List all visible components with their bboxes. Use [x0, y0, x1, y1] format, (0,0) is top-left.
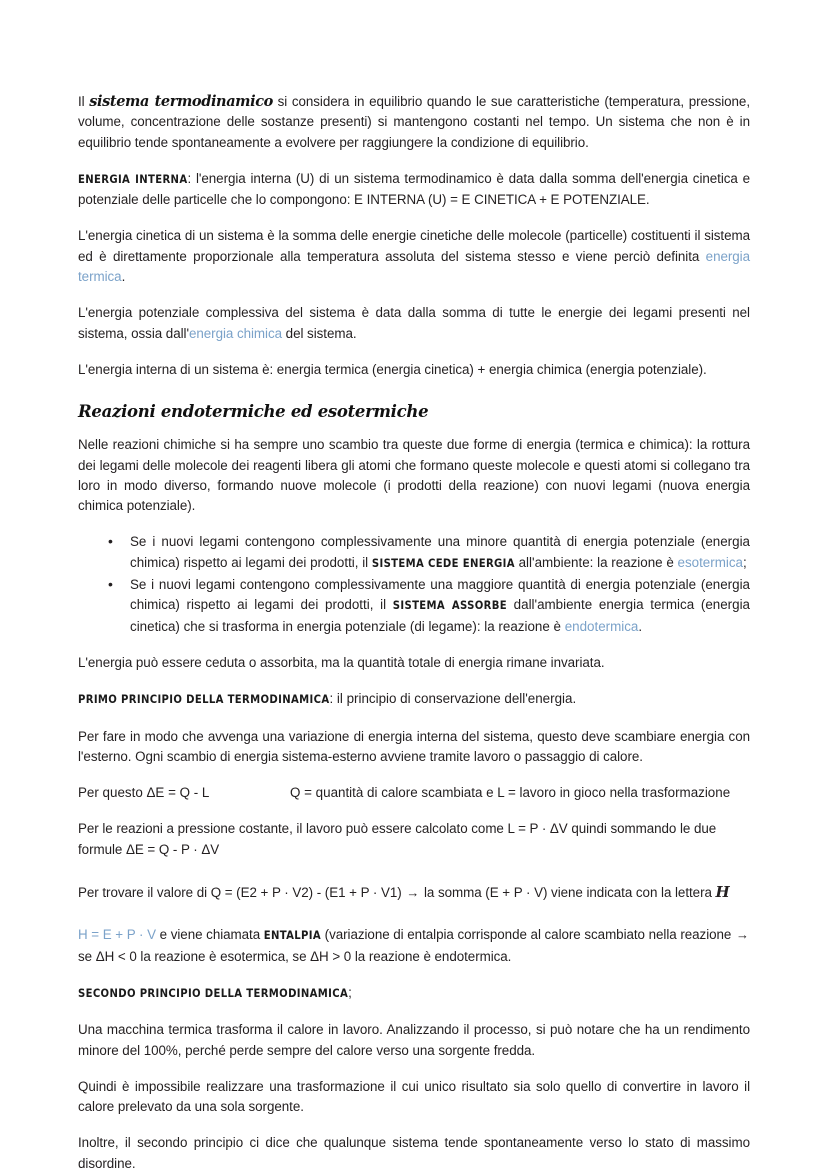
entalpia-mid: e viene chiamata	[156, 927, 264, 943]
paragraph-energia-potenziale	[78, 303, 750, 344]
energia-interna-body: : l'energia interna (U) di un sistema termodinamico è data dalla somma dell'energia cinetica e potenziale delle particelle che lo compongono: E INTERNA (U) = E CINETICA + E POTENZIALE.	[78, 170, 750, 208]
bullet-1-caps: SISTEMA ASSORBE	[392, 599, 507, 613]
valore-q-after: la somma (E + P · V) viene indicata con la lettera	[420, 885, 716, 901]
energia-cinetica-before: L'energia cinetica di un sistema è la somma delle energie cinetiche delle molecole (particelle) costituenti il sistema ed è direttamente proporzionale alla temperatura assoluta del sistema stesso e viene perciò definita	[78, 228, 750, 264]
paragraph-macchina-termica: Una macchina termica trasforma il calore in lavoro. Analizzando il processo, si può notare che ha un rendimento minore del 100%, perché perde sempre del calore verso una sorgente fredda.	[78, 1022, 750, 1058]
paragraph-reazioni-intro: Nelle reazioni chimiche si ha sempre uno scambio tra queste due forme di energia (termica e chimica): la rottura dei legami delle molecole dei reagenti libera gli atomi che formano queste molecole e questi atomi si collegano tra loro in modo diverso, formando nuove molecole (i prodotti della reazione) con nuovi legami (nuova energia chimica potenziale).	[78, 437, 750, 514]
energia-potenziale-before: L'energia potenziale complessiva del sistema è data dalla somma di tutte le energie dei legami presenti nel sistema, ossia dall'	[78, 305, 750, 341]
label-entalpia: ENTALPIA	[263, 929, 321, 943]
intro-body-text: si considera in equilibrio quando le sue caratteristiche (temperatura, pressione, volume, concentrazione delle sostanze presenti) si mantengono costanti nel tempo. Un sistema che non è in equilibrio tende spontaneamente a evolvere per raggiungere la condizione di equilibrio.	[78, 94, 750, 150]
paragraph-primo-principio	[78, 689, 750, 710]
bullet-1-part1: Se i nuovi legami contengono complessivamente una maggiore quantità di energia potenziale (energia chimica) rispetto ai legami dei prodotti, il	[130, 577, 750, 613]
bullet-0-caps: SISTEMA CEDE ENERGIA	[371, 556, 515, 570]
paragraph-intro	[78, 92, 750, 153]
document-content	[78, 92, 750, 1171]
paragraph-pressione-costante: Per le reazioni a pressione costante, il lavoro può essere calcolato come L = P · ΔV quindi sommando le due formule ΔE = Q - P · ΔV	[78, 821, 717, 857]
term-endotermica: endotermica	[564, 618, 639, 634]
bullet-0-part2: all'ambiente: la reazione è	[514, 554, 678, 570]
bullet-1-part3: .	[638, 618, 643, 634]
paragraph-trasformazione-impossibile: Quindi è impossibile realizzare una trasformazione il cui unico risultato sia solo quello di convertire in lavoro il calore prelevato da una sola sorgente.	[78, 1078, 750, 1115]
energia-cinetica-after: .	[121, 269, 126, 285]
bullet-1-part2: dall'ambiente energia termica (energia cinetica) che si trasforma in energia potenziale (di legame): la reazione è	[130, 597, 750, 634]
formula-lhs: Per questo ΔE = Q - L	[78, 785, 210, 801]
paragraph-entalpia	[78, 925, 750, 967]
entalpia-body-after: se ΔH < 0 la reazione è esotermica, se ΔH > 0 la reazione è endotermica.	[78, 948, 512, 964]
label-primo-principio: PRIMO PRINCIPIO DELLA TERMODINAMICA	[78, 693, 330, 707]
term-esotermica: esotermica	[677, 554, 743, 570]
label-energia-interna: ENERGIA INTERNA	[78, 172, 188, 186]
bullet-0-part3: ;	[743, 554, 747, 570]
secondo-principio-label-suffix: ;	[348, 984, 352, 1000]
paragraph-conservazione-energia: L'energia può essere ceduta o assorbita, ma la quantità totale di energia rimane invariata.	[78, 654, 605, 670]
entalpia-body-before: (variazione di entalpia corrisponde al calore scambiato nella reazione	[321, 927, 735, 943]
paragraph-energia-interna	[78, 169, 750, 211]
term-energia-termica: energia termica	[78, 248, 750, 285]
arrow-right-icon: →	[735, 927, 749, 943]
arrow-right-icon: →	[406, 885, 420, 901]
intro-lead-text: Il	[78, 94, 90, 109]
formula-entalpia: H = E + P · V	[78, 927, 156, 943]
formula-delta-e	[78, 783, 750, 803]
paragraph-massimo-disordine: Inoltre, il secondo principio ci dice che qualunque sistema tende spontaneamente verso lo stato di massimo disordine.	[78, 1135, 750, 1171]
bullet-0-part1: Se i nuovi legami contengono complessivamente una minore quantità di energia potenziale (energia chimica) rispetto ai legami dei prodotti, il	[130, 534, 750, 570]
label-secondo-principio: SECONDO PRINCIPIO DELLA TERMODINAMICA	[78, 986, 349, 1000]
heading-reazioni-endotermiche-esotermiche: Reazioni endotermiche ed esotermiche	[78, 402, 429, 422]
script-term-sistema-termodinamico: sistema termodinamico	[89, 93, 273, 110]
list-reazioni	[78, 532, 750, 636]
paragraph-energia-cinetica	[78, 226, 750, 287]
valore-q-before: Per trovare il valore di Q = (E2 + P · V2) - (E1 + P · V1)	[78, 885, 406, 901]
list-item	[130, 575, 750, 637]
list-item	[130, 532, 750, 574]
primo-principio-body: : il principio di conservazione dell'energia.	[329, 691, 577, 707]
formula-rhs: Q = quantità di calore scambiata e L = lavoro in gioco nella trasformazione	[290, 785, 731, 801]
paragraph-valore-q	[78, 882, 750, 903]
energia-potenziale-after: del sistema.	[282, 325, 357, 341]
paragraph-scambio-energia: Per fare in modo che avvenga una variazione di energia interna del sistema, questo deve scambiare energia con l'esterno. Ogni scambio di energia sistema-esterno avviene tramite lavoro o passaggio di calore.	[78, 728, 750, 764]
paragraph-energia-interna-riassunto: L'energia interna di un sistema è: energia termica (energia cinetica) + energia chimica (energia potenziale).	[78, 361, 707, 377]
letter-h-symbol: H	[715, 883, 730, 902]
term-energia-chimica: energia chimica	[188, 325, 282, 341]
paragraph-secondo-principio-label	[78, 983, 750, 1004]
